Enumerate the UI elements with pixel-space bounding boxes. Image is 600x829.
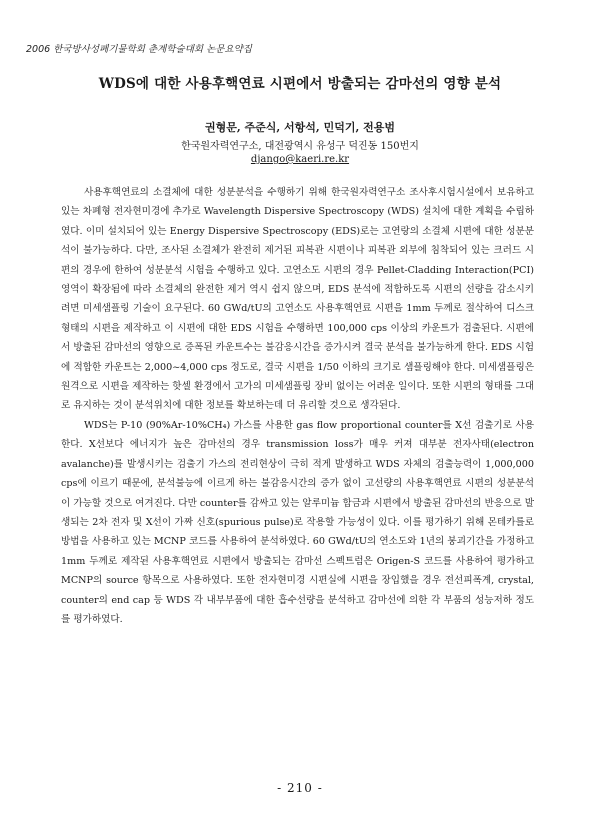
paragraph-1: 사용후핵연료의 소결체에 대한 성분분석을 수행하기 위해 한국원자력연구소 조사후시험시설에서 보유하고 있는 차폐형 전자현미경에 추가로 Wavelength Dispersive Spectroscopy (WDS) 설치에 대한 계획을 수립하였다. 이미 설치되어 있는 Energy Dispersive Spectroscopy (EDS)로는 고연랑의 소결체 시편에 대한 성분분석이 불가능하다. 다만, 조사된 소결체가 완전히 제거된 피복관 시편이나 피복관 외부에 침착되어 있는 크러드 시편의 경우에 한하여 성분분석 시험을 수행하고 있다. 고연소도 시편의 경우 Pellet-Cladding Interaction(PCI) 영역이 확장됨에 따라 소결체의 완전한 제거 역시 쉽지 않으며, EDS 분석에 적합하도록 시편의 선량을 감소시키려면 미세샘플링 기술이 요구된다. 60 GWd/tU의 고연소도 사용후핵연료 시편을 1mm 두께로 절삭하여 디스크 형태의 시편을 제작하고 이 시편에 대한 EDS 시험을 수행하면 100,000 cps 이상의 카운트가 검출된다. 시편에서 방출된 감마선의 영향으로 증폭된 카운트수는 불감응시간을 증가시켜 결국 분석을 불가능하게 한다. EDS 시험에 적합한 카운트는 2,000~4,000 cps 정도로, 결국 시편을 1/50 이하의 크기로 샘플링해야 한다. 미세샘플링은 원격으로 시편을 제작하는 핫셀 환경에서 고가의 미세샘플링 장비 없이는 어려운 일이다. 또한 시편의 형태를 그대로 유지하는 것이 분석위치에 대한 정보를 확보하는데 더 유리할 것으로 생각된다. [61,187,534,412]
running-header: 2006 한국방사성폐기물학회 춘계학술대회 논문요약집 [26,44,252,55]
affiliation: 한국원자력연구소, 대전광역시 유성구 덕진동 150번지 [181,141,419,152]
author-email-link[interactable]: django@kaeri.re.kr [250,154,350,165]
author-list: 권형문, 주준식, 서항석, 민덕기, 전용범 [204,121,396,134]
abstract-body [61,183,534,629]
page-number: - 210 - [277,781,323,795]
email-line [0,154,600,165]
paper-title: WDS에 대한 사용후핵연료 시편에서 방출되는 감마선의 영향 분석 [98,76,502,92]
paragraph-2: WDS는 P-10 (90%Ar-10%CH₄) 가스를 사용한 gas flow proportional counter를 X선 검출기로 사용한다. X선보다 에너지가 높은 감마선의 경우 transmission loss가 매우 커져 대부분 전자사태(electron avalanche)를 발생시키는 검출기 가스의 전리현상이 극히 적게 발생하고 WDS 자체의 검출능력이 1,000,000 cps에 이르기 때문에, 분석불능에 이르게 하는 불감응시간의 증가 없이 고선량의 사용후핵연료 시편의 성분분석이 가능할 것으로 여겨진다. 다만 counter를 감싸고 있는 알루미늄 합금과 시편에서 방출된 감마선의 반응으로 발생되는 2차 전자 및 X선이 가짜 신호(spurious pulse)로 작용할 가능성이 있다. 이를 평가하기 위해 몬테카를로 방법을 사용하고 있는 MCNP 코드를 사용하여 분석하였다. 60 GWd/tU의 연소도와 1년의 붕괴기간을 가정하고 1mm 두께로 제작된 사용후핵연료 시편에서 방출되는 감마선 스펙트럼은 Origen-S 코드를 사용하여 평가하고 MCNP의 source 항목으로 사용하였다. 또한 전자현미경 시편실에 시편을 장입했을 경우 전선피폭계, crystal, counter의 end cap 등 WDS 각 내부부품에 대한 흡수선량을 분석하고 감마선에 의한 각 부품의 성능저하 정도를 평가하였다. [61,419,534,625]
